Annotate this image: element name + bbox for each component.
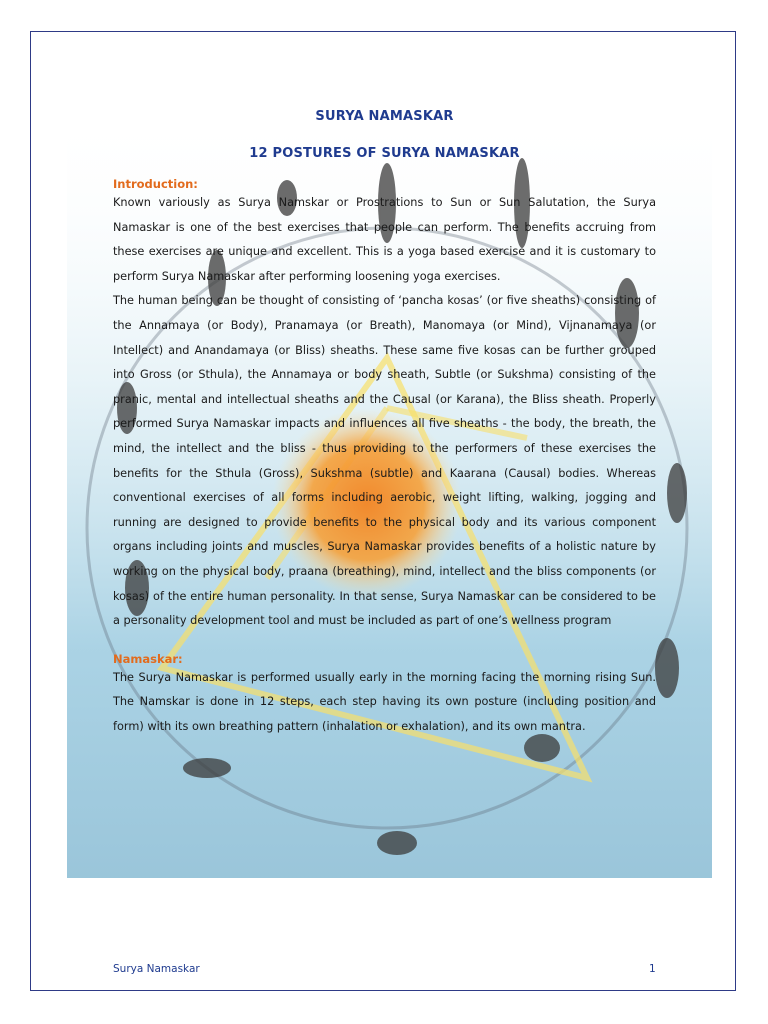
- posture-figure: [377, 831, 417, 855]
- document-content: [113, 100, 656, 739]
- section-heading-namaskar: Namaskar:: [113, 651, 183, 666]
- document-subtitle: 12 POSTURES OF SURYA NAMASKAR: [249, 146, 520, 161]
- footer-label: Surya Namaskar: [113, 963, 200, 975]
- page-number: 1: [649, 963, 656, 975]
- paragraph: The human being can be thought of consisting of ‘pancha kosas’ (or five sheaths) consisting of the Annamaya (or Body), Pranamaya (or Breath), Manomaya (or Mind), Vijnanamaya (or Intellect) and Anandamaya (or Bliss) sheaths. These same five kosas can be further grouped into Gross (or Sthula), the Annamaya or body sheath, Subtle (or Sukshma) consisting of the pranic, mental and intellectual sheaths and the Causal (or Karana), the Bliss sheath. Properly performed Surya Namaskar impacts and influences all five sheaths - the body, the breath, the mind, the intellect and the bliss - thus providing to the performers of these exercises the benefits for the Sthula (Gross), Sukshma (subtle) and Kaarana (Causal) bodies. Whereas conventional exercises of all forms including aerobic, weight lifting, walking, jogging and running are designed to provide benefits to the physical body and its various component organs including joints and muscles, Surya Namaskar provides benefits of a holistic nature by working on the physical body, praana (breathing), mind, intellect and the bliss components (or kosas) of the entire human personality. In that sense, Surya Namaskar can be considered to be a personality development tool and must be included as part of one’s wellness program: [113, 294, 656, 628]
- paragraph: Known variously as Surya Namskar or Prostrations to Sun or Sun Salutation, the Surya Namaskar is one of the best exercises that people can perform. The benefits accruing from these exercises are unique and excellent. This is a yoga based exercise and it is customary to perform Surya Namaskar after performing loosening yoga exercises.: [113, 196, 656, 283]
- document-title: SURYA NAMASKAR: [315, 109, 454, 124]
- posture-figure: [655, 638, 679, 698]
- paragraph: The Surya Namaskar is performed usually early in the morning facing the morning rising Sun. The Namskar is done in 12 steps, each step having its own posture (including position and form) with its own breathing pattern (inhalation or exhalation), and its own mantra.: [113, 670, 656, 733]
- posture-figure: [183, 758, 231, 778]
- section-heading-introduction: Introduction:: [113, 177, 198, 191]
- posture-figure: [667, 463, 687, 523]
